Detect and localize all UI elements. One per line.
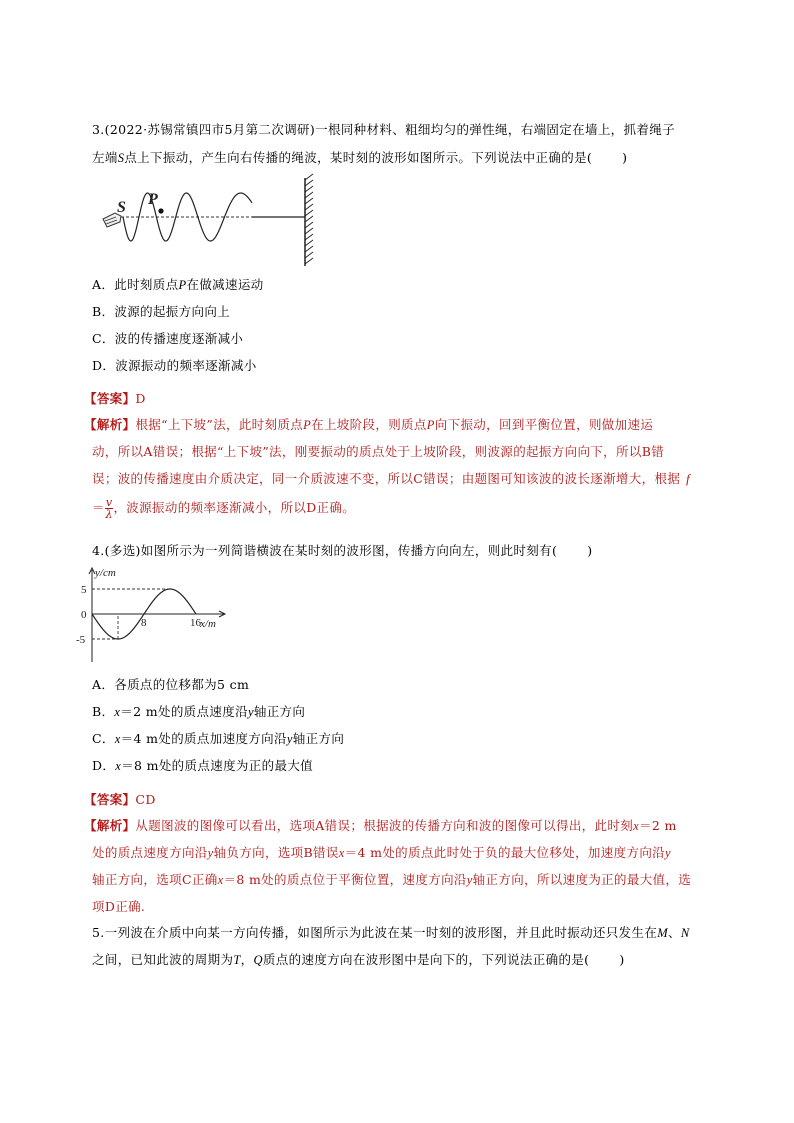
q5-paren-close: ): [619, 952, 625, 967]
q4-option-d[interactable]: [92, 757, 727, 775]
analysis-text: 向下振动，回到平衡位置，则做加速运: [434, 417, 654, 432]
q4-paren-close: ): [587, 543, 593, 558]
q3-option-b[interactable]: B．波源的起振方向向上: [92, 304, 231, 319]
option-text: 在做减速运动: [186, 277, 264, 292]
option-var: P: [178, 278, 187, 292]
wall-hatch-line: [305, 240, 313, 246]
option-var: y: [247, 705, 254, 719]
option-text: 轴正方向: [253, 704, 306, 719]
q3-var-s: S: [117, 151, 125, 165]
q4-answer: [84, 791, 719, 809]
q5-var-t: T: [233, 953, 241, 967]
q3-option-c[interactable]: C．波的传播速度逐渐减小: [92, 331, 244, 346]
wall-hatch-line: [305, 186, 313, 192]
q4-analysis-line2: [92, 844, 727, 862]
q4-option-b[interactable]: [92, 703, 727, 721]
xtick-8: 8: [141, 617, 147, 629]
label-p: P: [148, 191, 158, 208]
analysis-var: x: [217, 873, 224, 887]
x-axis-label: x/m: [200, 618, 216, 630]
wall-hatch-line: [305, 222, 313, 228]
q5-stem-text: 、: [667, 925, 681, 940]
q3-paren-close: ): [622, 150, 628, 165]
wall-hatch-line: [305, 252, 313, 258]
q3-analysis-line1: [84, 416, 719, 434]
option-var: x: [114, 705, 121, 719]
q3-stem-line1: 3.(2022·苏锡常镇四市5月第二次调研)一根同种材料、粗细均匀的弹性绳，右端固定在墙上，抓着绳子: [92, 122, 675, 137]
answer-value: D: [135, 391, 146, 406]
q3-stem-line2: [92, 149, 727, 167]
wall-hatch-line: [305, 192, 313, 198]
analysis-text: 根据“上下坡”法，此时刻质点: [135, 417, 304, 432]
answer-label: 【答案】: [84, 391, 136, 406]
label-s: S: [117, 199, 126, 216]
analysis-label: 【解析】: [84, 417, 136, 432]
q4-stem-text: 4.(多选)如图所示为一列简谐横波在某时刻的波形图，传播方向向左，则此时刻有(: [92, 543, 558, 558]
analysis-text: 处的质点速度方向沿: [92, 845, 208, 860]
q3-option-a[interactable]: [92, 276, 727, 294]
wall-hatch-line: [305, 234, 313, 240]
q4-option-c[interactable]: [92, 730, 727, 748]
analysis-var: f: [686, 472, 690, 486]
analysis-var: P: [303, 418, 312, 432]
q5-stem-text: 之间，已知此波的周期为: [92, 952, 234, 967]
option-var: x: [114, 732, 121, 746]
q4-stem: [92, 542, 727, 560]
option-var: y: [286, 732, 293, 746]
analysis-var: P: [426, 418, 435, 432]
q5-stem-line1: [92, 924, 727, 942]
answer-label: 【答案】: [84, 792, 136, 807]
option-text: B．: [92, 704, 115, 719]
analysis-var: y: [207, 846, 214, 860]
analysis-label: 【解析】: [84, 818, 136, 833]
q3-analysis-line4: [92, 497, 727, 520]
wall-hatch-line: [305, 204, 313, 210]
q4-wave-chart: [75, 566, 235, 664]
y-axis-label: y/cm: [95, 567, 116, 579]
option-text: D．: [92, 758, 116, 773]
wall-hatch-line: [305, 228, 313, 234]
option-var: x: [115, 759, 122, 773]
option-text: ＝8 m处的质点速度为正的最大值: [121, 758, 314, 773]
q3-option-d[interactable]: D．波源振动的频率逐渐减小: [92, 358, 257, 373]
q5-var-q: Q: [253, 953, 263, 967]
wall-hatch-line: [305, 198, 313, 204]
q3-stem-text: 点上下振动，产生向右传播的绳波，某时刻的波形如图所示。下列说法中正确的是(: [124, 150, 593, 165]
wall-hatch-line: [305, 180, 313, 186]
analysis-text: 轴正方向，所以速度为正的最大值，选: [472, 872, 692, 887]
option-text: 轴正方向: [292, 731, 345, 746]
q5-var-n: N: [680, 926, 690, 940]
q5-stem-line2: [92, 951, 727, 969]
wall-hatch-line: [305, 216, 313, 222]
q4-analysis-line4: 项D正确.: [92, 899, 146, 914]
analysis-var: x: [633, 819, 639, 833]
q5-stem-text: 5.一列波在介质中向某一方向传播，如图所示为此波在某一时刻的波形图，并且此时振动还只发生在: [92, 925, 658, 940]
q4-analysis-line1: [84, 817, 719, 835]
analysis-var: x: [338, 846, 345, 860]
wall-hatch-line: [305, 174, 313, 180]
frac-num: v: [105, 496, 113, 509]
q3-stem-text: 左端: [92, 150, 118, 165]
q3-analysis-line2: 动，所以A错误；根据“上下坡”法，刚要振动的质点处于上坡阶段，则波源的起振方向向下，所以B错: [92, 444, 665, 459]
analysis-var: y: [466, 873, 473, 887]
analysis-text: 在上坡阶段，则质点: [311, 417, 427, 432]
analysis-text: ，波源振动的频率逐渐减小，所以D正确。: [113, 500, 356, 515]
analysis-text: 从题图波的图像可以看出，选项A错误；根据波的传播方向和波的图像可以得出，此时刻: [135, 818, 634, 833]
wall-hatch: [305, 174, 313, 264]
q5-stem-text: 质点的速度方向在波形图中是向下的，下列说法正确的是(: [262, 952, 590, 967]
point-p-marker: [158, 208, 163, 213]
analysis-text: ＝: [92, 500, 105, 515]
analysis-var: y: [665, 846, 671, 860]
analysis-text: 轴正方向，选项C正确: [92, 872, 218, 887]
ytick-5: 5: [81, 584, 87, 596]
analysis-text: 误；波的传播速度由介质决定，同一介质波速不变，所以C错误；由题图可知该波的波长逐渐增大，根据: [92, 471, 681, 486]
wall-hatch-line: [305, 246, 313, 252]
option-text: ＝2 m处的质点速度沿: [120, 704, 248, 719]
q5-var-m: M: [657, 926, 668, 940]
wall-hatch-line: [305, 210, 313, 216]
analysis-text: 轴负方向，选项B错误: [213, 845, 339, 860]
option-text: C．: [92, 731, 115, 746]
analysis-text: ＝8 m处的质点位于平衡位置，速度方向沿: [223, 872, 467, 887]
q3-analysis-line3: [92, 470, 727, 488]
analysis-text: ＝2 m: [639, 818, 677, 833]
ytick-neg5: -5: [76, 634, 86, 646]
q4-analysis-line3: [92, 871, 727, 889]
q3-answer: [84, 390, 719, 408]
frac-den: λ: [105, 508, 113, 521]
q4-option-a[interactable]: A．各质点的位移都为5 cm: [92, 677, 250, 692]
option-text: A．此时刻质点: [92, 277, 179, 292]
xtick-16: 16: [190, 617, 201, 629]
ytick-0: 0: [81, 609, 87, 621]
q5-stem-text: ，: [240, 952, 254, 967]
wall-hatch-line: [305, 258, 313, 264]
q3-rope-wave-figure: [95, 172, 330, 268]
analysis-text: ＝4 m处的质点此时处于负的最大位移处，加速度方向沿: [344, 845, 666, 860]
option-text: ＝4 m处的质点加速度方向沿: [120, 731, 287, 746]
answer-value: CD: [135, 792, 156, 807]
